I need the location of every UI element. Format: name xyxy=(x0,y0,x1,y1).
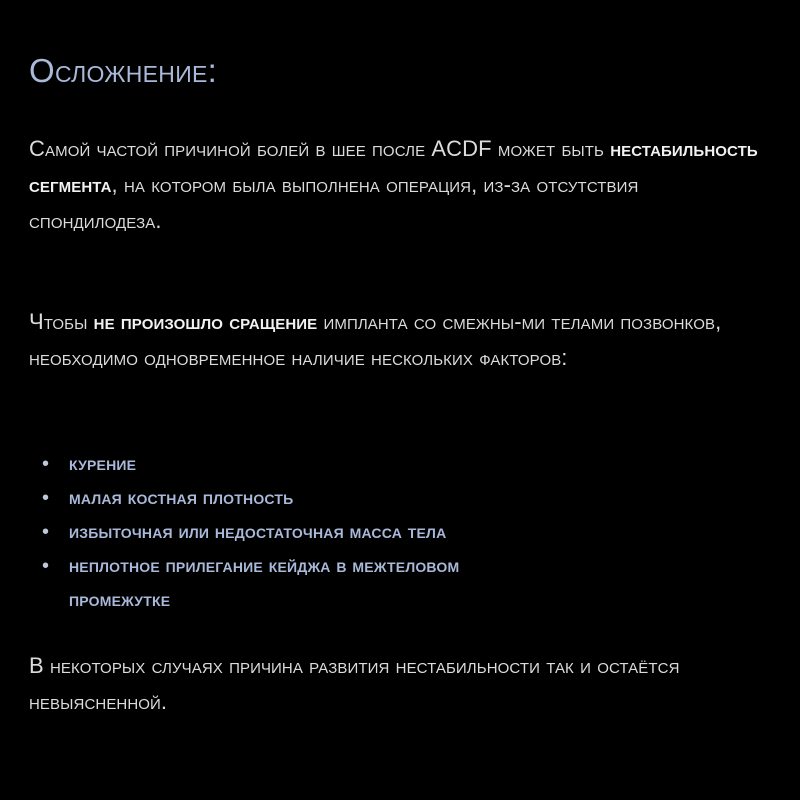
paragraph-cause-text-before: Самой частой причиной болей в шее после ACDF может быть xyxy=(29,136,611,161)
list-item-label: неплотное прилегание кейджа в межтеловом xyxy=(69,555,460,577)
list-item-label: курение xyxy=(69,453,137,475)
paragraph-factors-text-after: импланта со смежны-ми телами позвонков, необходимо одновременное наличие нескольких факторов: xyxy=(29,309,722,370)
paragraph-cause xyxy=(29,131,774,239)
list-item xyxy=(42,447,459,481)
paragraph-cause-text-after: , на котором была выполнена операция, из-за отсутствия спондилодеза. xyxy=(29,172,639,233)
bullet-icon: • xyxy=(42,555,50,577)
paragraph-factors-bold: не произошло сращение xyxy=(93,309,318,334)
factors-list xyxy=(42,447,459,617)
list-item xyxy=(42,515,459,549)
list-item-label: малая костная плотность xyxy=(69,487,294,509)
paragraph-conclusion: В некоторых случаях причина развития нестабильности так и остаётся невыясненной. xyxy=(29,653,680,714)
paragraph-factors-intro xyxy=(29,304,774,376)
paragraph-factors-text-before: Чтобы xyxy=(29,309,94,334)
list-item xyxy=(42,549,459,617)
list-item-label-continued: промежутке xyxy=(69,589,171,611)
list-item xyxy=(42,481,459,515)
list-item-label: избыточная или недостаточная масса тела xyxy=(69,521,447,543)
bullet-icon: • xyxy=(42,487,50,509)
bullet-icon: • xyxy=(42,521,50,543)
slide-title: Осложнение: xyxy=(29,52,218,89)
bullet-icon: • xyxy=(42,453,50,475)
paragraph-cause-bold: нестабильность сегмента xyxy=(29,136,758,197)
